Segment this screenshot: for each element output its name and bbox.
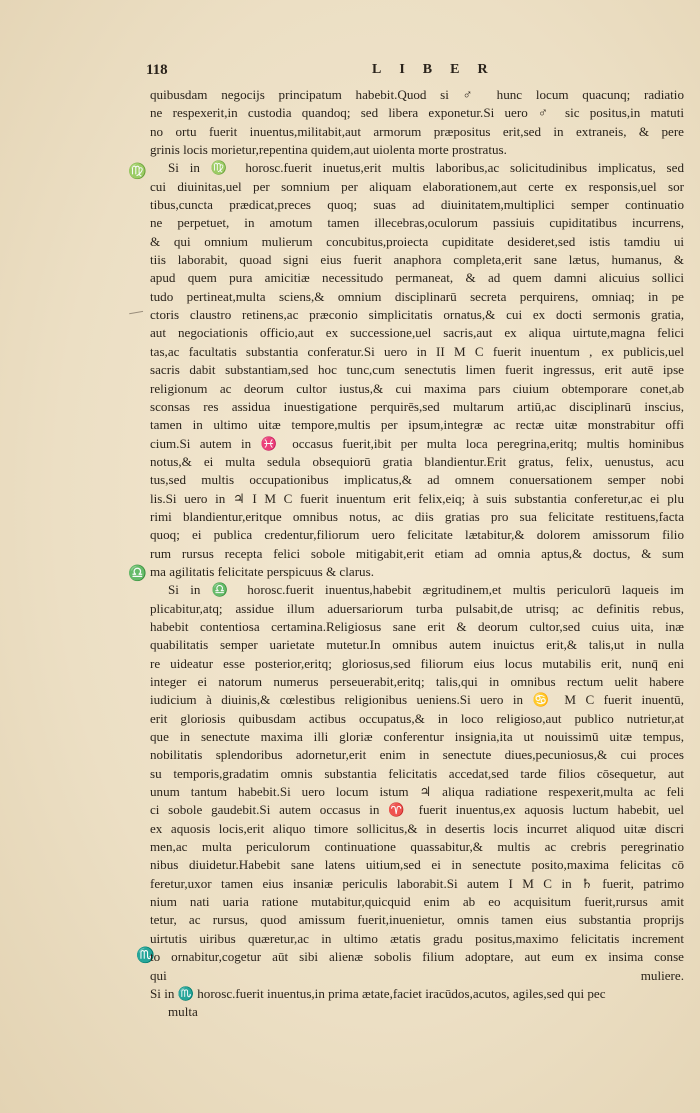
text-line: religionum ac deorum cultor iustus,& cui maxima pars ciuium obtemporare conet,ab — [150, 380, 684, 396]
text-line: tamen in ultimo uitæ tempore,multis per ipsum,integræ ac rectæ uitæ monstrabitur offi — [150, 417, 684, 433]
text-line: quoq; ei publica credentur,filiorum uero felicitate lætabitur,& dolorem amissorum filio — [150, 527, 684, 543]
text-line: tudo pertineat,multa sciens,& omnium disciplinarū secreta perquirens, omniaq; in pe — [150, 288, 684, 304]
text-line: cui diuinitas,uel per somnium per aliquam elaborationem,aut certe ex responsis,uel sor — [150, 178, 684, 194]
text-line: tibus,cuncta prædicat,preces quoq; suas ad diuinitatem,multiplici semper continuatio — [150, 197, 684, 213]
text-line: tiis laborabit, quoad signi eius fuerit anaphora completa,erit sane lætus, humanus, & — [150, 252, 684, 268]
text-line: grinis locis morietur,repentina quidem,aut uiolenta morte prostratus. — [150, 142, 507, 158]
text-line: rimi blandientur,eritque omnibus notus, ac diis gratias pro sua felicitate restituens,facta — [150, 508, 684, 524]
text-line: lis.Si uero in ♃ I M C fuerit inuentum erit felix,eiq; à suis substantia conferetur,ac ei plu — [150, 490, 684, 506]
text-line: plicabitur,atq; assidue illum aduersariorum turba pulsabit,de utrisq; ac definitis rebus, — [150, 600, 684, 616]
text-line: rum rursus recepta felici sobole mitigabit,erit etiam ad omnia aptus,& doctus, & sum — [150, 545, 684, 561]
text-line: Si in ♏ horosc.fuerit inuentus,in prima ætate,faciet iracūdos,acutos, agiles,sed qui pec — [150, 985, 606, 1001]
text-line: aut negociationis officio,aut ex successione,uel sacris,aut ex aliqua uirtute,magna felici — [150, 325, 684, 341]
text-line: tas,ac facultatis substantia conferatur.Si uero in II M C fuerit inuentum , ex publicis,uel — [150, 343, 684, 359]
text-line: tus,sed multis occupationibus implicatus,& ad omnem conuersationem semper nobi — [150, 472, 684, 488]
text-line: sacris dabit substantiam,sed hoc tunc,cum senectutis limen fuerit ingressus, erit autē ipse — [150, 362, 684, 378]
text-line: integer ei natorum numerus perseuerabit,eritq; talis,qui in omnibus rectum uelit habere — [150, 674, 684, 689]
page-header — [0, 62, 700, 82]
folio-number: 118 — [146, 62, 168, 78]
text-line: unum tantum habebit.Si uero locum istum ♃ aliqua radiatione respexerit,multa ac feli — [150, 784, 684, 800]
text-line: nobilitatis splendoribus adornetur,erit enim in senectute diues,pecuniosus,& cui proces — [150, 747, 684, 763]
paragraph-start-libra: Si in ♎ horosc.fuerit inuentus,habebit ægritudinem,et multis periculorū laqueis im — [168, 582, 684, 598]
body-text — [150, 86, 684, 1040]
text-line: uirtutis uiribus quæretur,ac in ultimo ætatis gradu positus,maximo felicitatis increment — [150, 930, 684, 946]
text-line: ci sobole gaudebit.Si autem occasus in ♈ fuerit inuentus,ex aquosis luctum habebit, uel — [150, 802, 684, 818]
running-head: LIBER — [372, 62, 506, 77]
text-line: quibusdam negocijs principatum habebit.Quod si ♂ hunc locum quacunq; radiatio — [150, 87, 684, 102]
text-line: ne respexerit,in custodia quandoq; sed libera exponetur.Si uero ♂ sic positus,in matuti — [150, 105, 684, 121]
paragraph-start-virgo: Si in ♍ horosc.fuerit inuetus,erit multis laboribus,ac solicitudinibus implicatus, sed — [168, 160, 684, 176]
text-line: qui muliere. — [150, 967, 684, 983]
text-line: erit gloriosis quibusdam actibus occupatus,& in loco religioso,aut publico nutrietur,at — [150, 710, 684, 726]
text-line: to ornabitur,cogetur aūt sibi alienæ sobolis filium adoptare, aut eum ex insima conse — [150, 949, 684, 965]
text-line: ma agilitatis felicitate perspicuus & clarus. — [150, 563, 374, 579]
text-line: feretur,uxor tamen eius insaniæ periculis laborabit.Si autem I M C in ♄ fuerit, patrimo — [150, 875, 684, 891]
text-line: ctoris claustro retinens,ac præconio simplicitatis ornatus,& cui ex docti sermonis gratia, — [150, 307, 684, 323]
text-line: & qui omnium mulierum concubitus,proiecta cupiditate desideret,sed istis tamdiu ui — [150, 233, 684, 249]
text-line: sconsas res assidua inuestigatione perquirēs,sed multarum artiū,ac disciplinarū inscius, — [150, 398, 684, 414]
text-line: iudicium à diuinis,& cœlestibus religionibus ueniens.Si uero in ♋ M C fuerit inuentū, — [150, 692, 684, 708]
text-line: no ortu fuerit inuentus,militabit,aut armorum præpositus erit,sed in extraneis, & pere — [150, 123, 684, 139]
catchword — [150, 1022, 684, 1040]
text-line: re uideatur esse posterior,eritq; gloriosus,sed filiorum eius locus mutabilis erit, nunq̄ eni — [150, 655, 684, 671]
text-line: su temporis,gradatim omnis substantia felicitatis accedat,sed tarde filios cōsequetur, aut — [150, 765, 684, 781]
paragraph-start-scorpio: multa — [168, 1004, 198, 1020]
text-line: men,ac multa periculorum continuatione quassabitur,& multis ac crebris peregrinatio — [150, 839, 684, 855]
pencil-mark — [129, 311, 145, 324]
libra-sign-marker: ♎ — [128, 566, 147, 582]
text-line: notus,& ei multa sedula obsequiorū gratia blandientur.Erit gratus, felix, uenustus, acu — [150, 453, 684, 469]
text-line: que in senectute maxima illi gloriæ conferentur insignia,ita ut nouissimū uitæ tempus, — [150, 729, 684, 745]
text-line: cium.Si autem in ♓ occasus fuerit,ibit per multa loca peregrina,eritq; multis hominibus — [150, 435, 684, 451]
text-line: habebit contentiosa certamina.Religiosus sane erit & deorum cultor,sed cuius uita, inæ — [150, 618, 684, 634]
text-line: quabilitatis semper uarietate mutetur.In omnibus autem inuictus erit,& talis,ut in nulla — [150, 637, 684, 653]
text-line: ne perpetuet, in amotum tamen illecebras,oculorum passiuis cupiditatibus incurrens, — [150, 215, 684, 231]
text-line: tetur, ac rursus, quod amissum fuerit,inuenietur, omnis tamen eius substantia proprijs — [150, 912, 684, 928]
text-line: nibus diuidetur.Habebit sane latens uitium,sed ei in senectute posito,maxima felicitas cō — [150, 857, 684, 873]
text-line: apud quem pura amicitiæ necessitudo permaneat, & ad quem damni alicuius sollici — [150, 270, 684, 286]
text-line: ex aquosis locis,erit aliquo timore sollicitus,& in desertis locis incurret aliquod uitæ discri — [150, 820, 684, 836]
text-line: nium nati uaria ratione mutabitur,quicquid enim ab eo acquisitum fuerit,rursus amit — [150, 894, 684, 910]
scorpio-sign-marker: ♏ — [136, 948, 155, 964]
virgo-sign-marker: ♍ — [128, 164, 147, 180]
